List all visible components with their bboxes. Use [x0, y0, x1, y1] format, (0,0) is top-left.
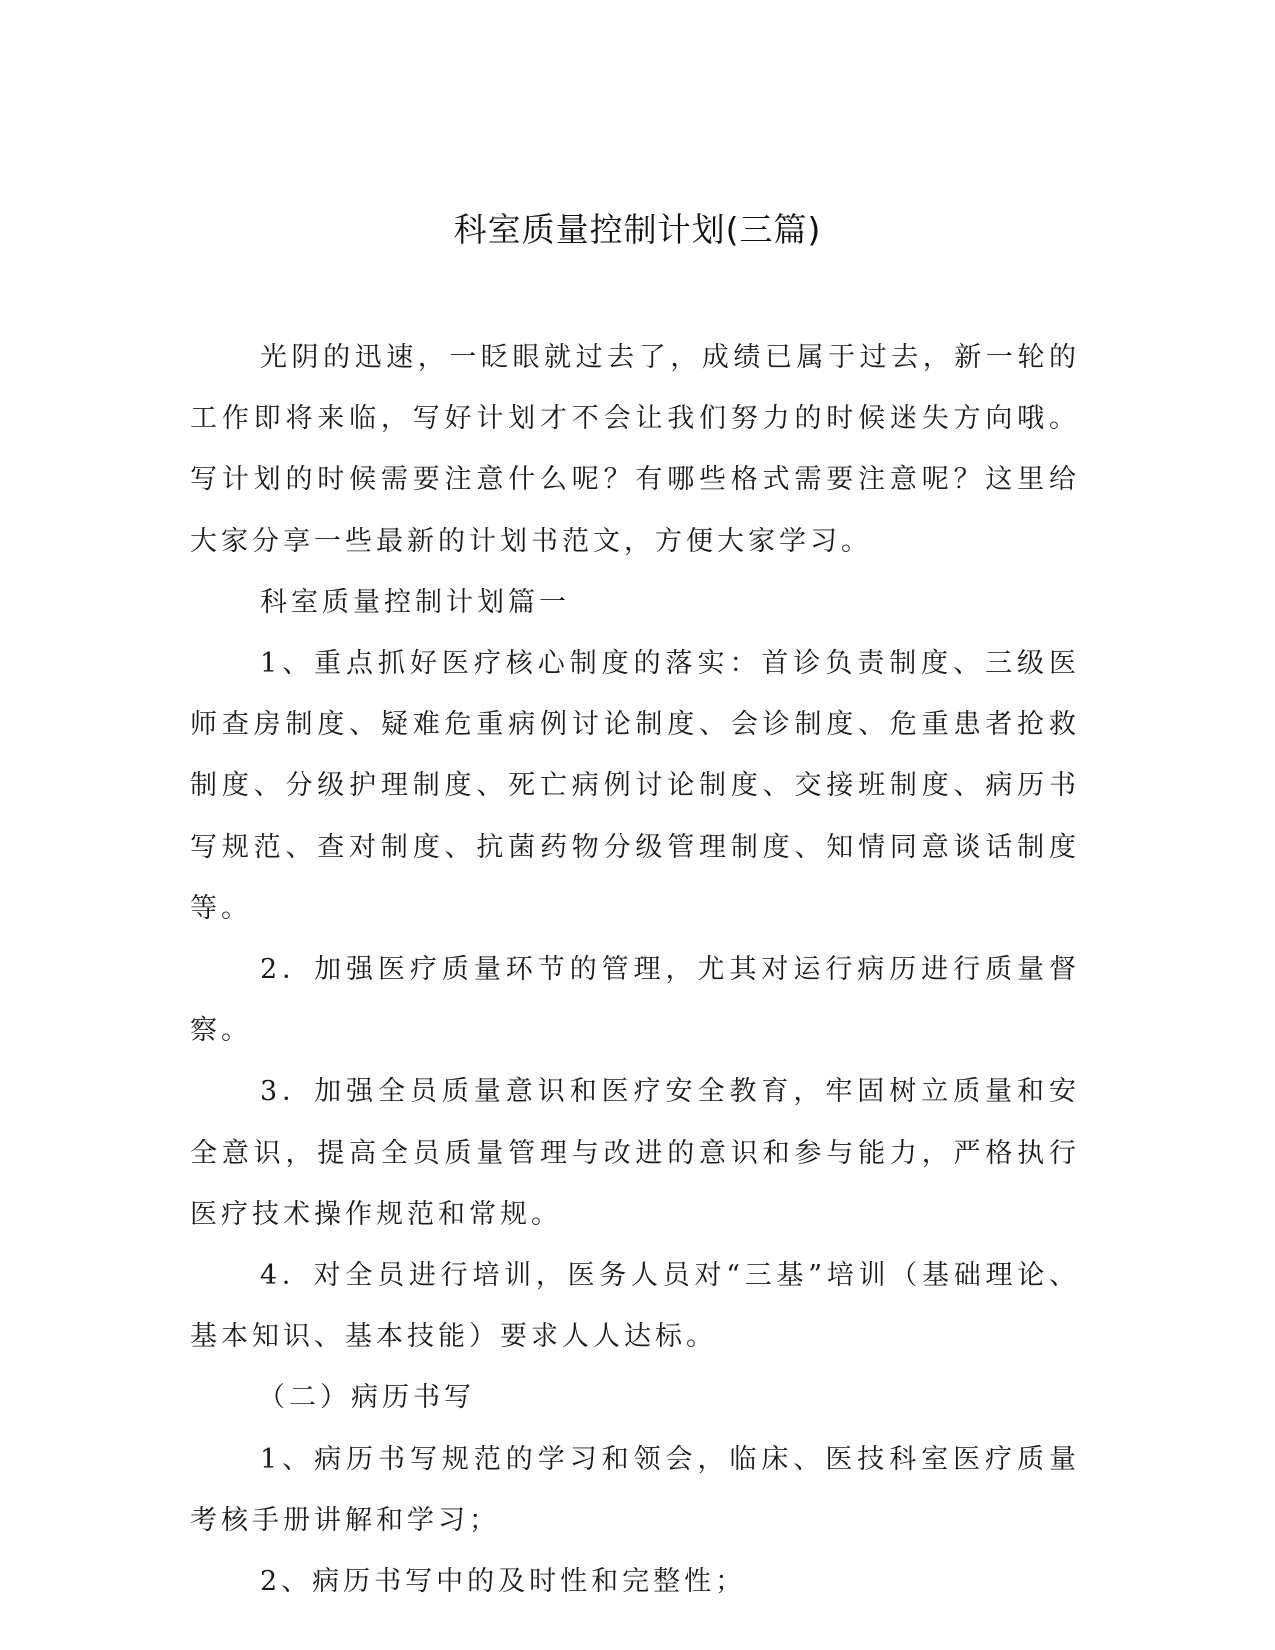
list-item-paragraph: 1、重点抓好医疗核心制度的落实：首诊负责制度、三级医师查房制度、疑难危重病例讨论制度、会诊制度、危重患者抢救制度、分级护理制度、死亡病例讨论制度、交接班制度、病历书写规范、查对制度、抗菌药物分级管理制度、知情同意谈话制度等。: [190, 648, 1080, 924]
section-heading: 科室质量控制计划篇一: [260, 586, 570, 618]
list-item-paragraph: 1、病历书写规范的学习和领会，临床、医技科室医疗质量考核手册讲解和学习；: [190, 1443, 1080, 1536]
document-body: [190, 327, 1080, 1612]
intro-paragraph: 光阴的迅速，一眨眼就过去了，成绩已属于过去，新一轮的工作即将来临，写好计划才不会让我们努力的时候迷失方向哦。写计划的时候需要注意什么呢？有哪些格式需要注意呢？这里给大家分享一些最新的计划书范文，方便大家学习。: [190, 342, 1080, 557]
list-item-paragraph: 2．加强医疗质量环节的管理，尤其对运行病历进行质量督察。: [190, 954, 1080, 1047]
subsection-heading: （二）病历书写: [258, 1382, 475, 1414]
list-item-paragraph: 3．加强全员质量意识和医疗安全教育，牢固树立质量和安全意识，提高全员质量管理与改进的意识和参与能力，严格执行医疗技术操作规范和常规。: [190, 1076, 1080, 1230]
list-item-paragraph: 4．对全员进行培训，医务人员对“三基”培训（基础理论、基本知识、基本技能）要求人人达标。: [190, 1260, 1080, 1353]
list-item-paragraph: 2、病历书写中的及时性和完整性；: [260, 1566, 747, 1598]
document-title: 科室质量控制计划(三篇): [453, 210, 822, 249]
